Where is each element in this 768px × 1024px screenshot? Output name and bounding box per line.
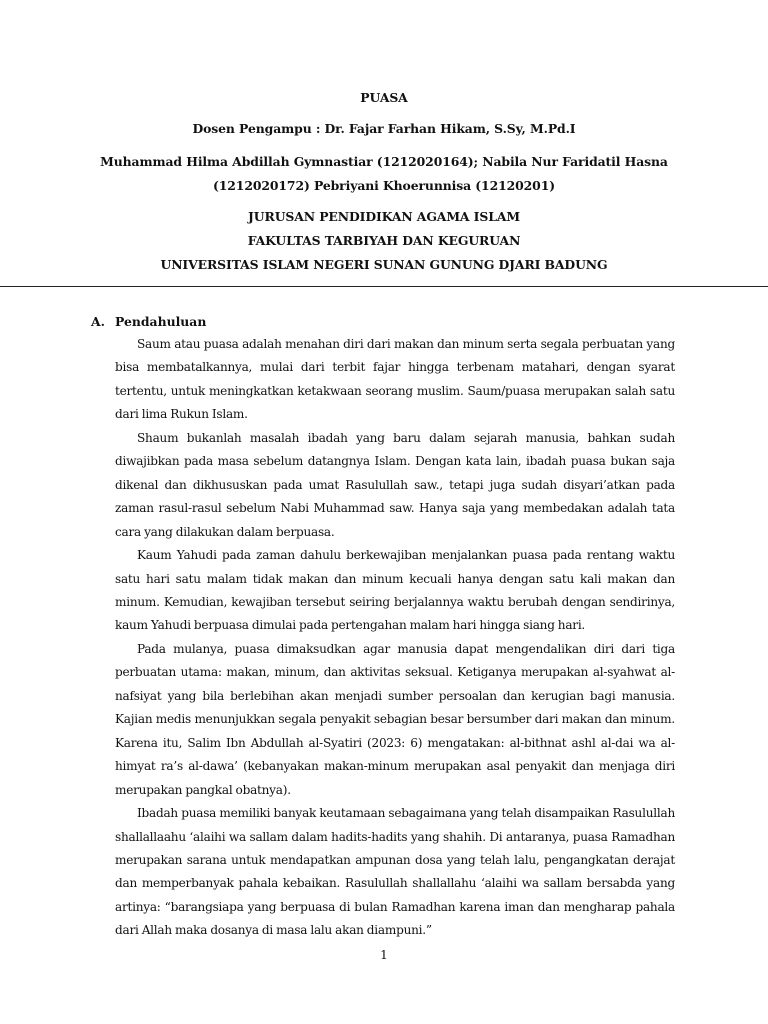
header-divider <box>0 286 768 287</box>
authors-line-2: (1212020172) Pebriyani Khoerunnisa (12120201) <box>213 178 555 193</box>
section-title: Pendahuluan <box>115 314 207 329</box>
document-title: PUASA <box>360 90 408 105</box>
authors-line-1: Muhammad Hilma Abdillah Gymnastiar (1212020164); Nabila Nur Faridatil Hasna <box>100 154 668 169</box>
section-body <box>115 333 675 943</box>
university-name: UNIVERSITAS ISLAM NEGERI SUNAN GUNUNG DJARI BADUNG <box>160 257 608 272</box>
paragraph: Pada mulanya, puasa dimaksudkan agar manusia dapat mengendalikan diri dari tiga perbuatan utama: makan, minum, dan aktivitas seksual. Ketiganya merupakan al-syahwat al-nafsiyat yang bila berlebihan akan menjadi sumber persoalan dan kerugian bagi manusia. Kajian medis menunjukkan segala penyakit sebagian besar bersumber dari makan dan minum. Karena itu, Salim Ibn Abdullah al-Syatiri (2023: 6) mengatakan: al-bithnat ashl al-dai wa al-himyat ra’s al-dawa’ (kebanyakan makan-minum merupakan asal penyakit dan menjaga diri merupakan pangkal obatnya). <box>115 641 675 797</box>
paragraph: Shaum bukanlah masalah ibadah yang baru dalam sejarah manusia, bahkan sudah diwajibkan pada masa sebelum datangnya Islam. Dengan kata lain, ibadah puasa bukan saja dikenal dan dikhususkan pada umat Rasulullah saw., tetapi juga sudah disyari’atkan pada zaman rasul-rasul sebelum Nabi Muhammad saw. Hanya saja yang membedakan adalah tata cara yang dilakukan dalam berpuasa. <box>115 430 675 539</box>
paragraph: Saum atau puasa adalah menahan diri dari makan dan minum serta segala perbuatan yang bisa membatalkannya, mulai dari terbit fajar hingga terbenam matahari, dengan syarat tertentu, untuk meningkatkan ketakwaan seorang muslim. Saum/puasa merupakan salah satu dari lima Rukun Islam. <box>115 337 675 422</box>
authors-block <box>0 150 768 198</box>
lecturer-line: Dosen Pengampu : Dr. Fajar Farhan Hikam, S.Sy, M.Pd.I <box>192 121 576 136</box>
institution-block <box>0 205 768 277</box>
department-name: JURUSAN PENDIDIKAN AGAMA ISLAM <box>248 209 520 224</box>
paragraph: Ibadah puasa memiliki banyak keutamaan sebagaimana yang telah disampaikan Rasulullah shallallaahu ‘alaihi wa sallam dalam hadits-hadits yang shahih. Di antaranya, puasa Ramadhan merupakan sarana untuk mendapatkan ampunan dosa yang telah lalu, pengangkatan derajat dan memperbanyak pahala kebaikan. Rasulullah shallallahu ‘alaihi wa sallam bersabda yang artinya: “barangsiapa yang berpuasa di bulan Ramadhan karena iman dan mengharap pahala dari Allah maka dosanya di masa lalu akan diampuni.” <box>115 806 675 938</box>
section-heading <box>91 310 206 334</box>
page-number: 1 <box>380 948 388 962</box>
section-letter: A. <box>91 314 105 329</box>
paragraph: Kaum Yahudi pada zaman dahulu berkewajiban menjalankan puasa pada rentang waktu satu hari satu malam tidak makan dan minum kecuali hanya dengan satu kali makan dan minum. Kemudian, kewajiban tersebut seiring berjalannya waktu berubah dengan sendirinya, kaum Yahudi berpuasa dimulai pada pertengahan malam hari hingga siang hari. <box>115 548 675 633</box>
faculty-name: FAKULTAS TARBIYAH DAN KEGURUAN <box>247 233 521 248</box>
